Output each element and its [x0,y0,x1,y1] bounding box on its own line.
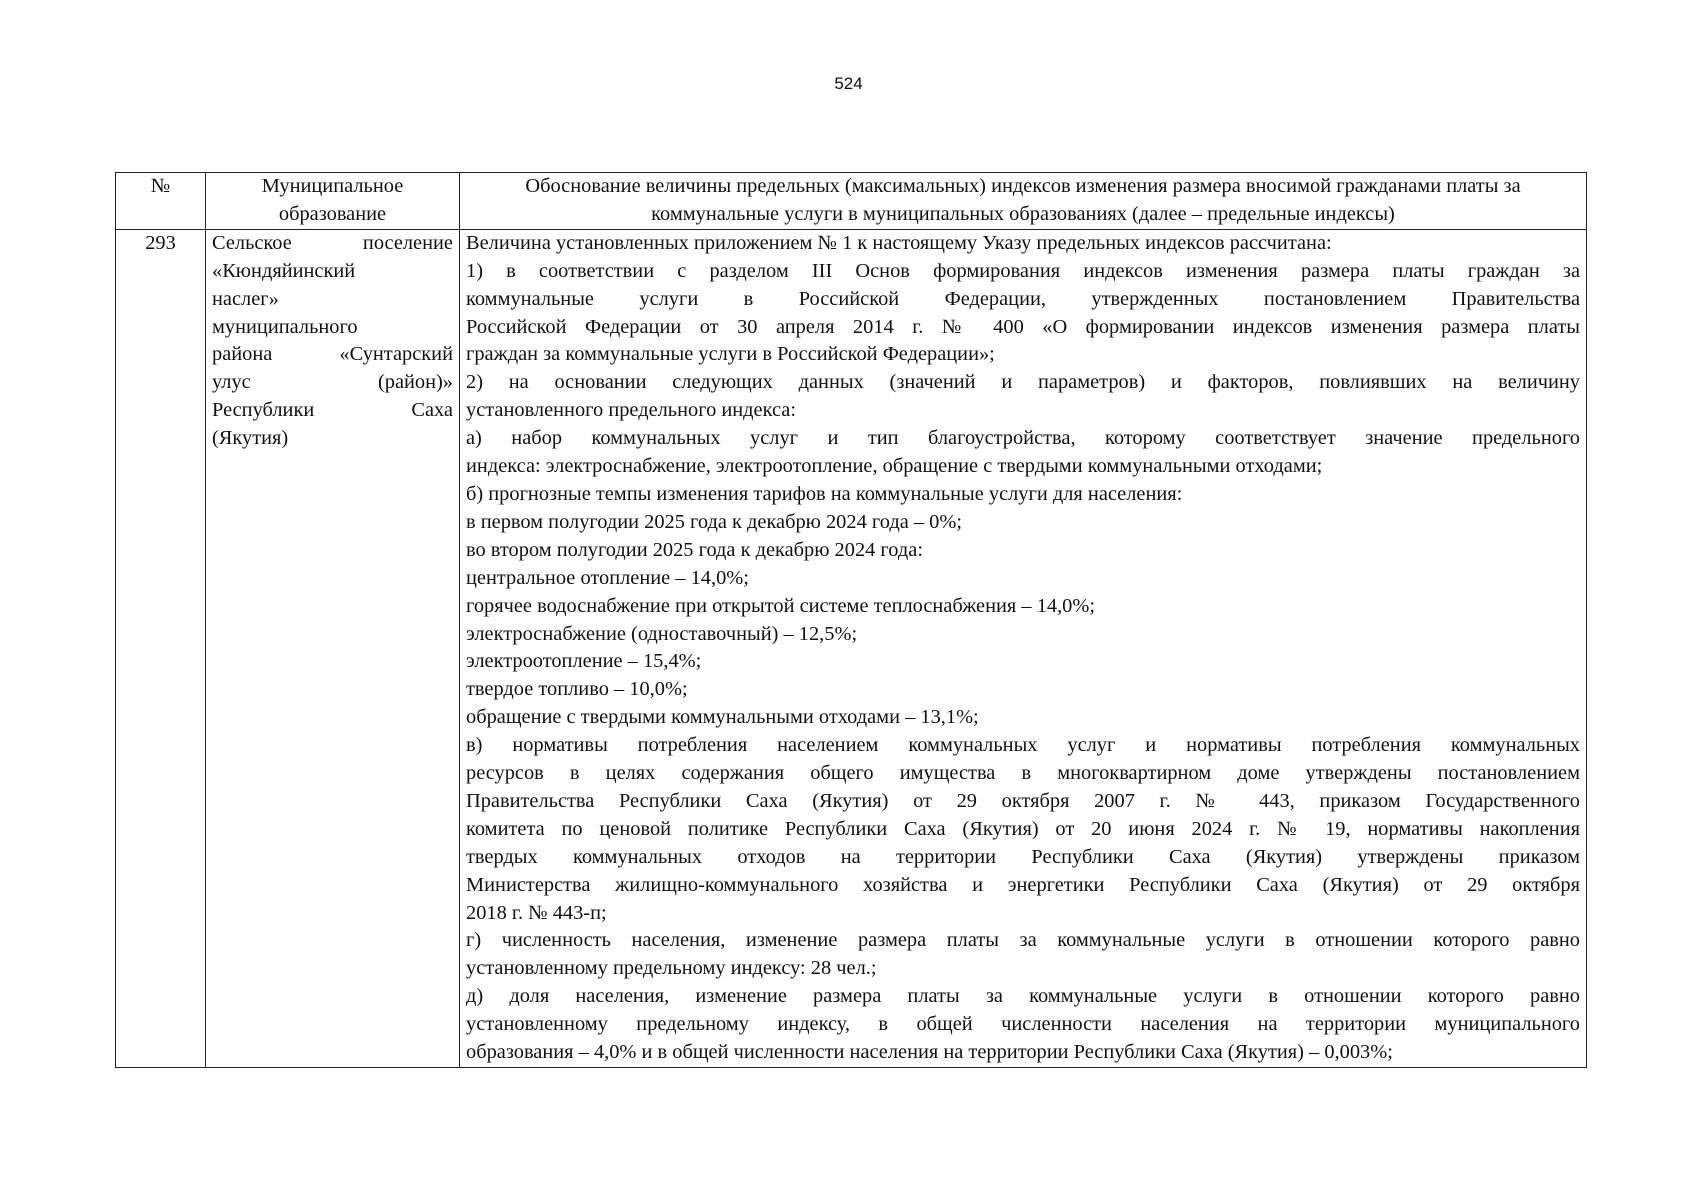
justification-line: Российской Федерации от 30 апреля 2014 г. № 400 «О формировании индексов изменения размера платы [466,315,1580,338]
justification-line: установленному предельному индексу, в общей численности населения на территории муниципального [466,1013,1580,1036]
justification-line: б) прогнозные темпы изменения тарифов на коммунальные услуги для населения: [466,482,1183,505]
justification-line: в) нормативы потребления населением коммунальных услуг и нормативы потребления коммунальных [466,734,1580,757]
justification-line: индекса: электроснабжение, электроотопление, обращение с твердыми коммунальными отходами; [466,455,1323,478]
justification-line: Министерства жилищно-коммунального хозяйства и энергетики Республики Саха (Якутия) от 29 октября [466,873,1580,896]
justification-line: комитета по ценовой политике Республики Саха (Якутия) от 20 июня 2024 г. № 19, нормативы накопления [466,817,1580,840]
justification-line: обращение с твердыми коммунальными отходами – 13,1%; [466,706,979,729]
justification-line: граждан за коммунальные услуги в Российской Федерации»; [466,343,995,366]
justification-line: электроснабжение (одноставочный) – 12,5%; [466,622,858,645]
justification-cell [460,229,1587,1067]
municipality-line: муниципального [212,315,358,338]
row-number: 293 [116,229,206,1067]
header-number: № [116,173,206,230]
municipality-cell [206,229,460,1067]
justification-line: г) численность населения, изменение размера платы за коммунальные услуги в отношении которого равно [466,929,1580,952]
municipality-line: «Кюндяйинский [212,259,356,282]
municipality-line: наслег» [212,287,279,310]
justification-line: 1) в соответствии с разделом III Основ формирования индексов изменения размера платы граждан за [466,259,1580,282]
justification-line: в первом полугодии 2025 года к декабрю 2024 года – 0%; [466,510,962,533]
justification-line: ресурсов в целях содержания общего имущества в многоквартирном доме утверждены постановлением [466,762,1580,785]
page-number: 524 [834,74,863,93]
justification-line: 2018 г. № 443-п; [466,901,607,924]
justification-line: коммунальные услуги в Российской Федерации, утвержденных постановлением Правительства [466,287,1580,310]
justification-line: д) доля населения, изменение размера платы за коммунальные услуги в отношении которого равно [466,985,1580,1008]
justification-line: Правительства Республики Саха (Якутия) от 29 октября 2007 г. № 443, приказом Государственного [466,789,1580,812]
municipality-line: Республики Саха [212,399,453,422]
justification-line: установленного предельного индекса: [466,399,797,422]
header-justification: Обоснование величины предельных (максимальных) индексов изменения размера вносимой гражданами платы за коммунальные услуги в муниципальных образованиях (далее – предельные индексы) [460,173,1587,230]
table-header-row [116,173,1587,230]
justification-line: 2) на основании следующих данных (значений и параметров) и факторов, повлиявших на величину [466,371,1580,394]
justification-line: а) набор коммунальных услуг и тип благоустройства, которому соответствует значение предельного [466,427,1580,450]
justification-line: электроотопление – 15,4%; [466,650,702,673]
justification-line: во втором полугодии 2025 года к декабрю 2024 года: [466,538,923,561]
justification-line: установленному предельному индексу: 28 чел.; [466,957,877,980]
table-row [116,229,1587,1067]
header-municipality: Муниципальное образование [206,173,460,230]
justification-line: Величина установленных приложением № 1 к настоящему Указу предельных индексов рассчитана: [466,231,1332,254]
justification-line: горячее водоснабжение при открытой системе теплоснабжения – 14,0%; [466,594,1096,617]
municipality-line: (Якутия) [212,427,289,450]
justification-line: образования – 4,0% и в общей численности населения на территории Республики Саха (Якутия) – 0,003%; [466,1041,1393,1064]
municipality-line: Сельское поселение [212,231,453,254]
index-justification-table [115,172,1587,1068]
justification-line: центральное отопление – 14,0%; [466,566,749,589]
municipality-line: улус (район)» [212,371,453,394]
justification-line: твердое топливо – 10,0%; [466,678,688,701]
justification-line: твердых коммунальных отходов на территории Республики Саха (Якутия) утверждены приказом [466,845,1580,868]
municipality-line: района «Сунтарский [212,343,453,366]
